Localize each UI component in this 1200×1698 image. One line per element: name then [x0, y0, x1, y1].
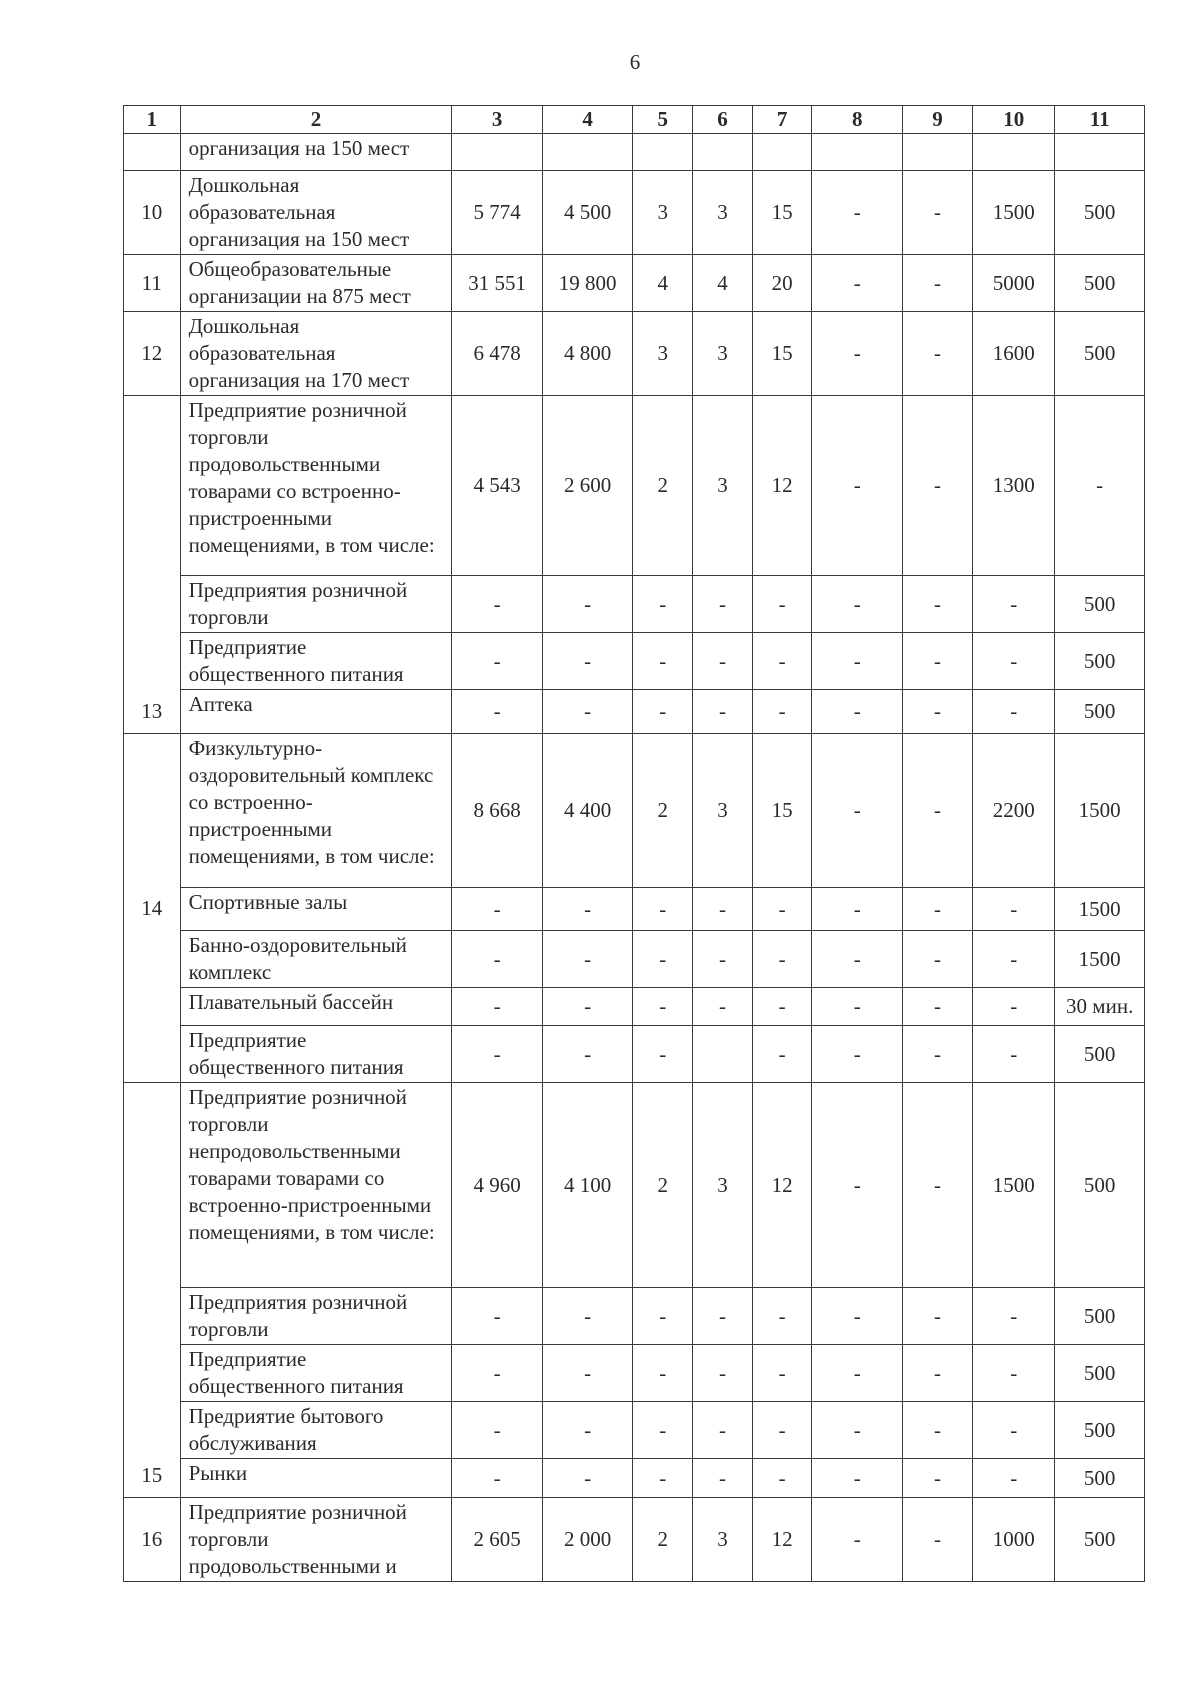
- row-number-cell: 14: [124, 734, 181, 1083]
- value-cell: [633, 134, 693, 171]
- value-cell: -: [693, 1402, 753, 1459]
- value-cell: -: [903, 576, 973, 633]
- column-header: 1: [124, 106, 181, 134]
- data-table: [123, 105, 1145, 1582]
- value-cell: -: [973, 690, 1055, 734]
- value-cell: 2 605: [452, 1498, 543, 1582]
- value-cell: -: [693, 633, 753, 690]
- table-row: [124, 396, 1145, 576]
- value-cell: -: [542, 1402, 633, 1459]
- value-cell: -: [752, 1402, 812, 1459]
- value-cell: -: [903, 1498, 973, 1582]
- value-cell: -: [812, 1026, 903, 1083]
- value-cell: -: [542, 576, 633, 633]
- value-cell: 8 668: [452, 734, 543, 888]
- value-cell: -: [633, 1402, 693, 1459]
- value-cell: -: [452, 1288, 543, 1345]
- value-cell: -: [903, 633, 973, 690]
- page-number: 6: [629, 50, 641, 74]
- value-cell: 1500: [1055, 734, 1145, 888]
- value-cell: 2200: [973, 734, 1055, 888]
- value-cell: -: [633, 931, 693, 988]
- column-header: 5: [633, 106, 693, 134]
- value-cell: [1055, 134, 1145, 171]
- value-cell: 500: [1055, 1459, 1145, 1498]
- object-name-cell: Плавательный бассейн: [180, 988, 452, 1026]
- value-cell: 1500: [1055, 888, 1145, 931]
- value-cell: 31 551: [452, 255, 543, 312]
- value-cell: 2 600: [542, 396, 633, 576]
- table-row: [124, 1498, 1145, 1582]
- value-cell: 500: [1055, 690, 1145, 734]
- value-cell: 4 800: [542, 312, 633, 396]
- value-cell: -: [752, 1026, 812, 1083]
- table-row: [124, 1083, 1145, 1288]
- value-cell: -: [693, 988, 753, 1026]
- value-cell: -: [633, 1459, 693, 1498]
- value-cell: 1500: [1055, 931, 1145, 988]
- row-number-cell: 12: [124, 312, 181, 396]
- value-cell: 4 500: [542, 171, 633, 255]
- table-row: [124, 171, 1145, 255]
- table-row: [124, 633, 1145, 690]
- value-cell: -: [633, 576, 693, 633]
- value-cell: -: [903, 1026, 973, 1083]
- value-cell: -: [693, 1345, 753, 1402]
- value-cell: -: [812, 734, 903, 888]
- object-name-cell: Предприятие общественного питания: [180, 1026, 452, 1083]
- value-cell: 12: [752, 1498, 812, 1582]
- table-body: [124, 134, 1145, 1582]
- column-header: 6: [693, 106, 753, 134]
- row-number-cell: 16: [124, 1498, 181, 1582]
- value-cell: -: [812, 1402, 903, 1459]
- value-cell: -: [752, 931, 812, 988]
- value-cell: -: [752, 1459, 812, 1498]
- value-cell: -: [903, 171, 973, 255]
- value-cell: 5 774: [452, 171, 543, 255]
- row-number-cell: [124, 134, 181, 171]
- value-cell: -: [633, 1345, 693, 1402]
- object-name-cell: Физкультурно-оздоровительный комплекс со встроенно-пристроенными помещениями, в том числе:: [180, 734, 452, 888]
- column-header: 3: [452, 106, 543, 134]
- value-cell: -: [633, 1288, 693, 1345]
- value-cell: -: [812, 1459, 903, 1498]
- value-cell: 1500: [973, 171, 1055, 255]
- object-name-cell: Предприятие розничной торговли продовольственными товарами со встроенно-пристроенными помещениями, в том числе:: [180, 396, 452, 576]
- column-header: 2: [180, 106, 452, 134]
- object-name-cell: Аптека: [180, 690, 452, 734]
- value-cell: 19 800: [542, 255, 633, 312]
- value-cell: 1500: [973, 1083, 1055, 1288]
- value-cell: -: [633, 690, 693, 734]
- value-cell: -: [752, 1288, 812, 1345]
- value-cell: 2 000: [542, 1498, 633, 1582]
- object-name-cell: организация на 150 мест: [180, 134, 452, 171]
- value-cell: -: [452, 888, 543, 931]
- value-cell: -: [812, 576, 903, 633]
- value-cell: 3: [693, 1083, 753, 1288]
- value-cell: -: [903, 988, 973, 1026]
- value-cell: -: [973, 1288, 1055, 1345]
- object-name-cell: Предприятие общественного питания: [180, 1345, 452, 1402]
- value-cell: 500: [1055, 576, 1145, 633]
- value-cell: 2: [633, 396, 693, 576]
- table-row: [124, 690, 1145, 734]
- value-cell: [812, 134, 903, 171]
- value-cell: -: [542, 633, 633, 690]
- value-cell: -: [973, 1026, 1055, 1083]
- value-cell: -: [973, 888, 1055, 931]
- object-name-cell: Рынки: [180, 1459, 452, 1498]
- value-cell: -: [973, 988, 1055, 1026]
- value-cell: -: [542, 690, 633, 734]
- value-cell: 15: [752, 171, 812, 255]
- value-cell: -: [452, 988, 543, 1026]
- value-cell: -: [812, 1345, 903, 1402]
- value-cell: 1000: [973, 1498, 1055, 1582]
- value-cell: [452, 134, 543, 171]
- value-cell: [693, 134, 753, 171]
- object-name-cell: Банно-оздоровительный комплекс: [180, 931, 452, 988]
- value-cell: -: [752, 888, 812, 931]
- column-header: 10: [973, 106, 1055, 134]
- object-name-cell: Дошкольная образовательная организация на 170 мест: [180, 312, 452, 396]
- value-cell: -: [633, 888, 693, 931]
- value-cell: -: [542, 988, 633, 1026]
- value-cell: 15: [752, 312, 812, 396]
- row-number-cell: 11: [124, 255, 181, 312]
- column-header: 11: [1055, 106, 1145, 134]
- object-name-cell: Предприятия розничной торговли: [180, 1288, 452, 1345]
- value-cell: -: [452, 690, 543, 734]
- table-row: [124, 888, 1145, 931]
- table-row: [124, 1402, 1145, 1459]
- value-cell: 500: [1055, 633, 1145, 690]
- value-cell: 500: [1055, 1288, 1145, 1345]
- value-cell: -: [973, 1402, 1055, 1459]
- value-cell: -: [752, 1345, 812, 1402]
- value-cell: -: [903, 1083, 973, 1288]
- value-cell: 3: [693, 396, 753, 576]
- value-cell: [693, 1026, 753, 1083]
- value-cell: -: [542, 1345, 633, 1402]
- value-cell: 4: [633, 255, 693, 312]
- value-cell: -: [903, 690, 973, 734]
- value-cell: 4: [693, 255, 753, 312]
- value-cell: -: [542, 931, 633, 988]
- value-cell: -: [973, 1345, 1055, 1402]
- value-cell: -: [452, 1402, 543, 1459]
- value-cell: 30 мин.: [1055, 988, 1145, 1026]
- value-cell: -: [812, 988, 903, 1026]
- value-cell: -: [903, 888, 973, 931]
- row-number-cell: 10: [124, 171, 181, 255]
- object-name-cell: Спортивные залы: [180, 888, 452, 931]
- row-number-cell: 13: [124, 396, 181, 734]
- value-cell: -: [903, 1402, 973, 1459]
- value-cell: -: [973, 633, 1055, 690]
- row-number-cell: 15: [124, 1083, 181, 1498]
- object-name-cell: Предприятие розничной торговли непродовольственными товарами товарами со встроенно-пристроенными помещениями, в том числе:: [180, 1083, 452, 1288]
- column-header: 9: [903, 106, 973, 134]
- value-cell: 20: [752, 255, 812, 312]
- value-cell: -: [812, 888, 903, 931]
- value-cell: -: [812, 1498, 903, 1582]
- value-cell: -: [903, 931, 973, 988]
- value-cell: 500: [1055, 1345, 1145, 1402]
- value-cell: 4 543: [452, 396, 543, 576]
- value-cell: 4 100: [542, 1083, 633, 1288]
- value-cell: -: [452, 633, 543, 690]
- value-cell: -: [752, 690, 812, 734]
- table-header-row: [124, 106, 1145, 134]
- value-cell: 4 960: [452, 1083, 543, 1288]
- object-name-cell: Предрия​тие бытового обслуживания: [180, 1402, 452, 1459]
- table-row: [124, 1459, 1145, 1498]
- table-row: [124, 1026, 1145, 1083]
- value-cell: -: [633, 1026, 693, 1083]
- value-cell: 3: [693, 1498, 753, 1582]
- value-cell: -: [973, 931, 1055, 988]
- value-cell: [542, 134, 633, 171]
- value-cell: 500: [1055, 1498, 1145, 1582]
- value-cell: 500: [1055, 1026, 1145, 1083]
- value-cell: -: [812, 690, 903, 734]
- table-row: [124, 1345, 1145, 1402]
- value-cell: -: [542, 1026, 633, 1083]
- value-cell: -: [693, 931, 753, 988]
- value-cell: -: [693, 888, 753, 931]
- value-cell: -: [693, 1459, 753, 1498]
- table-row: [124, 1288, 1145, 1345]
- value-cell: 2: [633, 734, 693, 888]
- value-cell: [903, 134, 973, 171]
- value-cell: 2: [633, 1498, 693, 1582]
- table-row: [124, 988, 1145, 1026]
- value-cell: -: [693, 576, 753, 633]
- value-cell: [973, 134, 1055, 171]
- value-cell: -: [752, 576, 812, 633]
- value-cell: -: [973, 576, 1055, 633]
- value-cell: [752, 134, 812, 171]
- value-cell: -: [903, 734, 973, 888]
- value-cell: -: [812, 171, 903, 255]
- value-cell: -: [542, 1288, 633, 1345]
- value-cell: -: [452, 1345, 543, 1402]
- value-cell: -: [752, 633, 812, 690]
- value-cell: 3: [633, 171, 693, 255]
- table-row: [124, 312, 1145, 396]
- value-cell: -: [903, 255, 973, 312]
- value-cell: 3: [693, 312, 753, 396]
- value-cell: -: [812, 931, 903, 988]
- value-cell: -: [633, 633, 693, 690]
- table-row: [124, 134, 1145, 171]
- value-cell: 2: [633, 1083, 693, 1288]
- value-cell: -: [903, 1288, 973, 1345]
- table-row: [124, 576, 1145, 633]
- value-cell: -: [452, 931, 543, 988]
- value-cell: 500: [1055, 1402, 1145, 1459]
- value-cell: -: [903, 1459, 973, 1498]
- value-cell: -: [812, 1083, 903, 1288]
- value-cell: 5000: [973, 255, 1055, 312]
- value-cell: 500: [1055, 255, 1145, 312]
- value-cell: -: [903, 396, 973, 576]
- value-cell: -: [752, 988, 812, 1026]
- value-cell: 4 400: [542, 734, 633, 888]
- column-header: 7: [752, 106, 812, 134]
- table-row: [124, 931, 1145, 988]
- object-name-cell: Предприятие розничной торговли продовольственными и: [180, 1498, 452, 1582]
- value-cell: -: [812, 1288, 903, 1345]
- value-cell: -: [452, 1459, 543, 1498]
- object-name-cell: Общеобразовательные организации на 875 мест: [180, 255, 452, 312]
- value-cell: 15: [752, 734, 812, 888]
- value-cell: -: [452, 576, 543, 633]
- object-name-cell: Предприятия розничной торговли: [180, 576, 452, 633]
- value-cell: -: [693, 1288, 753, 1345]
- value-cell: -: [812, 396, 903, 576]
- value-cell: -: [1055, 396, 1145, 576]
- column-header: 8: [812, 106, 903, 134]
- value-cell: 12: [752, 1083, 812, 1288]
- value-cell: 500: [1055, 171, 1145, 255]
- object-name-cell: Предприятие общественного питания: [180, 633, 452, 690]
- value-cell: -: [693, 690, 753, 734]
- table-row: [124, 255, 1145, 312]
- value-cell: -: [452, 1026, 543, 1083]
- value-cell: -: [542, 888, 633, 931]
- value-cell: 12: [752, 396, 812, 576]
- value-cell: -: [812, 255, 903, 312]
- value-cell: 1600: [973, 312, 1055, 396]
- value-cell: 6 478: [452, 312, 543, 396]
- object-name-cell: Дошкольная образовательная организация на 150 мест: [180, 171, 452, 255]
- value-cell: 3: [693, 734, 753, 888]
- value-cell: -: [812, 633, 903, 690]
- value-cell: 500: [1055, 1083, 1145, 1288]
- value-cell: -: [542, 1459, 633, 1498]
- value-cell: 1300: [973, 396, 1055, 576]
- value-cell: 3: [693, 171, 753, 255]
- value-cell: -: [903, 1345, 973, 1402]
- table-row: [124, 734, 1145, 888]
- value-cell: -: [812, 312, 903, 396]
- value-cell: 3: [633, 312, 693, 396]
- value-cell: 500: [1055, 312, 1145, 396]
- value-cell: -: [633, 988, 693, 1026]
- value-cell: -: [903, 312, 973, 396]
- value-cell: -: [973, 1459, 1055, 1498]
- column-header: 4: [542, 106, 633, 134]
